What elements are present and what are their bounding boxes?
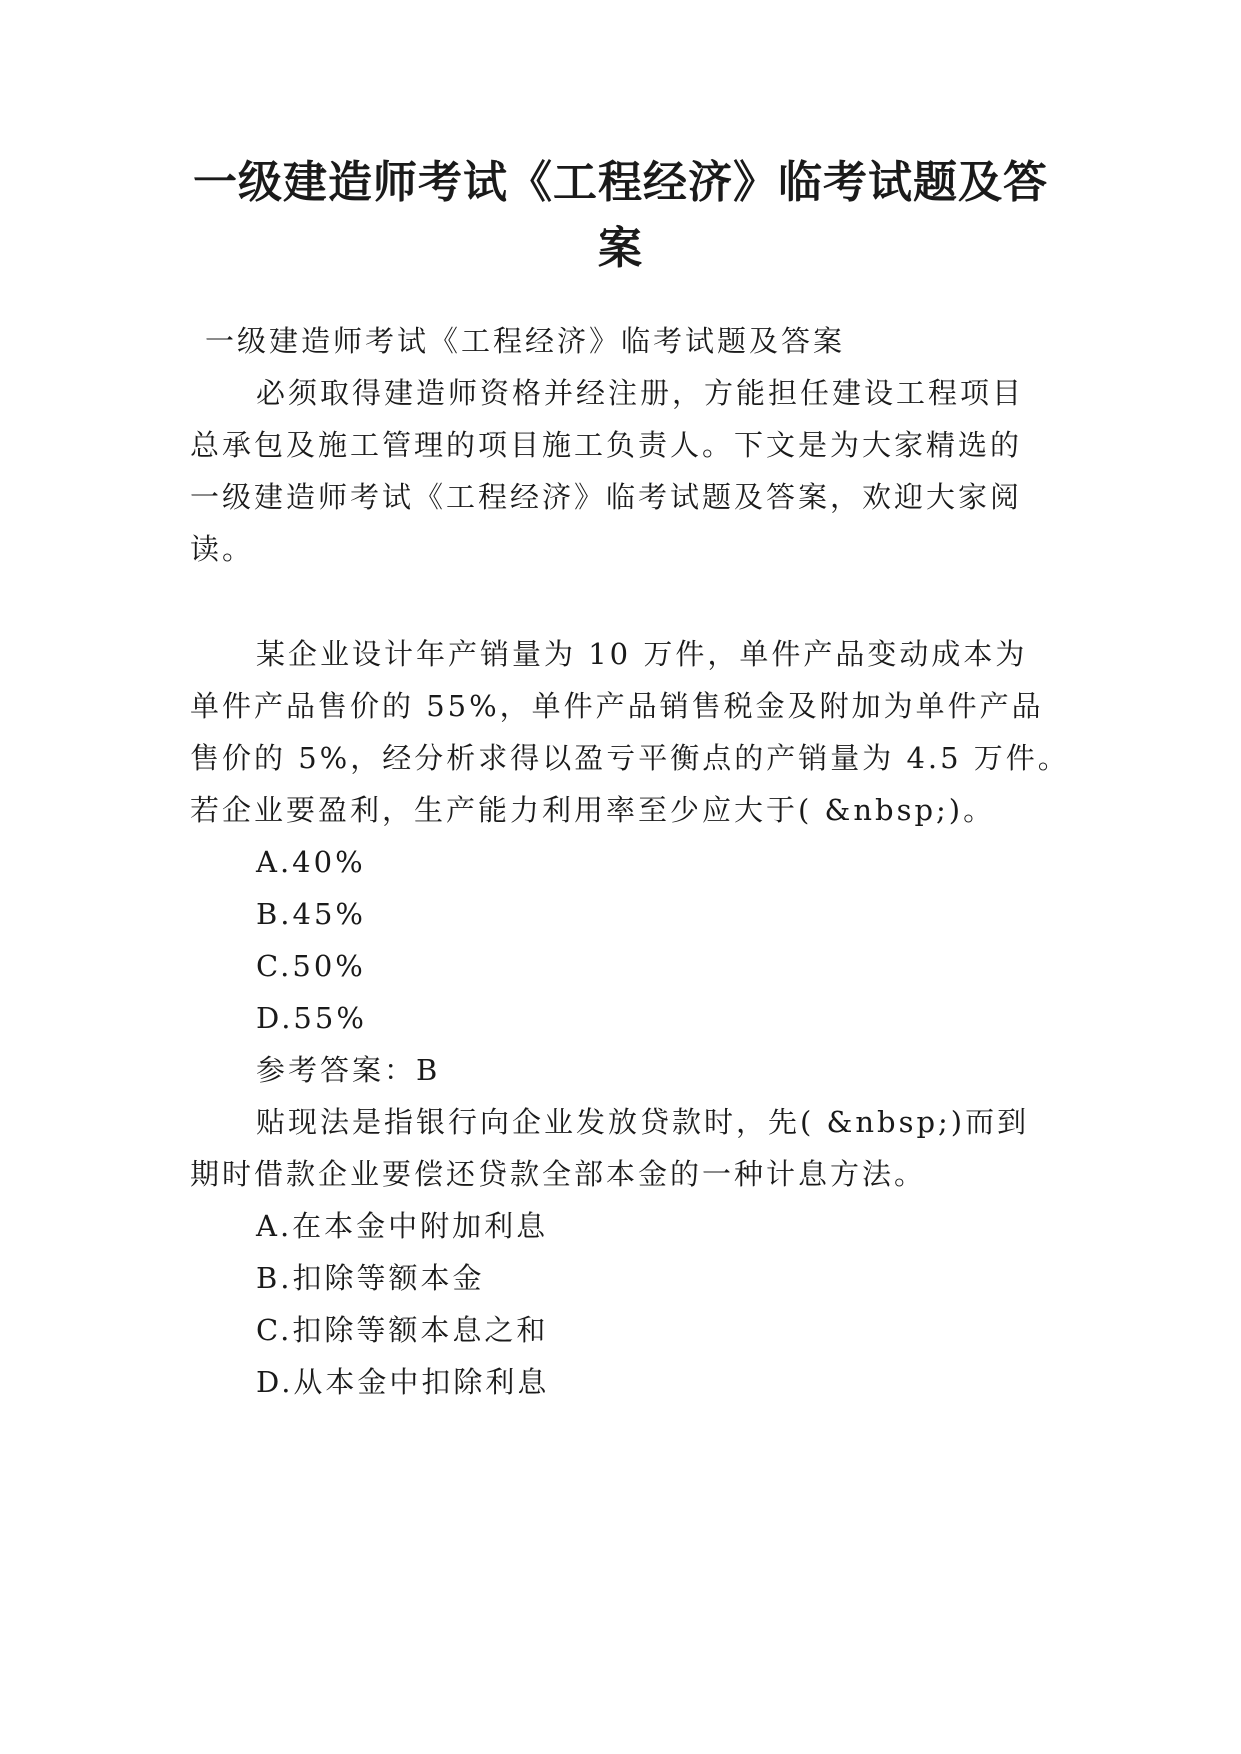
question-2-option-a: A.在本金中附加利息 (256, 1209, 549, 1243)
question-1-answer: 参考答案：B (256, 1053, 441, 1087)
intro-line: 总承包及施工管理的项目施工负责人。下文是为大家精选的 (190, 428, 1023, 462)
question-2-option-c: C.扣除等额本息之和 (256, 1313, 549, 1347)
question-1-option-d: D.55% (256, 1001, 367, 1035)
title-line-2: 案 (598, 223, 643, 274)
question-1-stem-line: 单件产品售价的 55%，单件产品销售税金及附加为单件产品 (190, 689, 1044, 723)
question-2-option-d: D.从本金中扣除利息 (256, 1365, 550, 1399)
question-2-stem-line: 贴现法是指银行向企业发放贷款时，先( &nbsp;)而到 (256, 1105, 1030, 1139)
intro-line: 必须取得建造师资格并经注册，方能担任建设工程项目 (256, 376, 1025, 410)
document-subtitle: 一级建造师考试《工程经济》临考试题及答案 (205, 324, 846, 358)
question-1-option-b: B.45% (256, 897, 366, 931)
question-1-option-a: A.40% (256, 845, 366, 879)
question-1-stem-line: 某企业设计年产销量为 10 万件，单件产品变动成本为 (256, 637, 1028, 671)
question-2-option-b: B.扣除等额本金 (256, 1261, 485, 1295)
question-1-option-c: C.50% (256, 949, 366, 983)
question-2-stem-line: 期时借款企业要偿还贷款全部本金的一种计息方法。 (190, 1157, 927, 1191)
document-title (150, 150, 1091, 282)
question-1-stem-line: 售价的 5%，经分析求得以盈亏平衡点的产销量为 4.5 万件。 (190, 741, 1070, 775)
title-line-1: 一级建造师考试《工程经济》临考试题及答 (193, 157, 1048, 208)
intro-line: 一级建造师考试《工程经济》临考试题及答案，欢迎大家阅 (190, 480, 1023, 514)
intro-line: 读。 (190, 532, 255, 566)
question-1-stem-line: 若企业要盈利，生产能力利用率至少应大于( &nbsp;)。 (190, 793, 996, 827)
